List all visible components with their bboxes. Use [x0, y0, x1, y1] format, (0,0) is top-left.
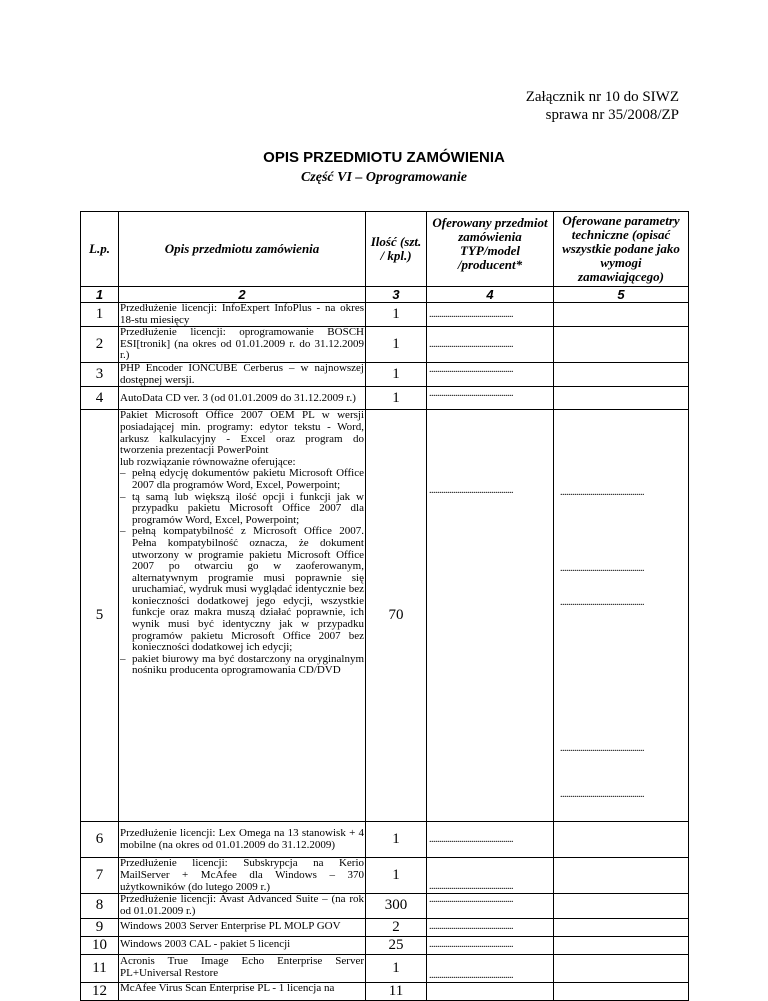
- col-header-params: Oferowane parametry techniczne (opisać wszystkie podane jako wymogi zamawiającego): [554, 212, 689, 287]
- row-params: [554, 858, 689, 894]
- desc-intro: Pakiet Microsoft Office 2007 OEM PL w wersji posiadającej min. programy: edytor tekstu - Word, arkusz kalkulacyjny - Excel oraz program do tworzenia prezentacji PowerPoint: [120, 409, 364, 457]
- row-qty: 1: [366, 363, 427, 387]
- document-subtitle: Część VI – Oprogramowanie: [300, 170, 468, 185]
- col-number: 2: [119, 287, 366, 303]
- row-params: [554, 982, 689, 1000]
- param-dots: ..........................................: [560, 743, 644, 755]
- row-lp: 10: [81, 936, 119, 954]
- column-number-row: [81, 287, 689, 303]
- row-params: [554, 387, 689, 410]
- row-lp: 3: [81, 363, 119, 387]
- row-offered-dots: ..........................................: [427, 387, 554, 410]
- row-offered-dots: ..........................................: [427, 327, 554, 363]
- col-header-qty: Ilość (szt. / kpl.): [366, 212, 427, 287]
- list-item: – pełną edycję dokumentów pakietu Microsoft Office 2007 dla programów Word, Excel, Powerpoint;: [132, 468, 364, 491]
- table-header-row: [81, 212, 689, 287]
- row-qty: 1: [366, 387, 427, 410]
- row-offered-dots: ..........................................: [427, 303, 554, 327]
- row-lp: 7: [81, 858, 119, 894]
- col-number: 4: [427, 287, 554, 303]
- table-row: [81, 822, 689, 858]
- row-description: AutoData CD ver. 3 (od 01.01.2009 do 31.12.2009 r.): [119, 387, 366, 410]
- row-qty: 25: [366, 936, 427, 954]
- table-row: [81, 410, 689, 822]
- row-description: Przedłużenie licencji: oprogramowanie BOSCH ESI[tronik] (na okres od 01.01.2009 r. do 31.12.2009 r.): [120, 326, 364, 362]
- row-qty: 1: [366, 858, 427, 894]
- case-number: sprawa nr 35/2008/ZP: [545, 107, 679, 123]
- row-params: [554, 822, 689, 858]
- param-dots: ..........................................: [560, 597, 644, 609]
- row-offered-dots: ..........................................: [427, 858, 554, 894]
- row-qty: 70: [366, 410, 427, 822]
- row-params: [554, 954, 689, 982]
- list-item: – pakiet biurowy ma być dostarczony na oryginalnym nośniku producenta oprogramowania CD/DVD: [132, 654, 364, 677]
- row-params: [554, 894, 689, 918]
- param-dots: ..........................................: [560, 789, 644, 801]
- document-title: OPIS PRZEDMIOTU ZAMÓWIENIA: [263, 149, 505, 166]
- row-description: Przedłużenie licencji: InfoExpert InfoPlus - na okres 18-stu miesięcy: [120, 302, 364, 326]
- col-number: 1: [81, 287, 119, 303]
- row-params: [554, 363, 689, 387]
- col-header-lp: L.p.: [81, 212, 119, 287]
- row-description: [119, 410, 366, 822]
- param-dots: ..........................................: [560, 487, 644, 499]
- table-row: [81, 894, 689, 918]
- row-params: [554, 303, 689, 327]
- table-row: [81, 303, 689, 327]
- row-lp: 2: [81, 327, 119, 363]
- param-dots: ..........................................: [560, 563, 644, 575]
- table-row: [81, 954, 689, 982]
- list-item: – pełną kompatybilność z Microsoft Office 2007. Pełna kompatybilność oznacza, że dokument utworzony w programie pakietu Microsoft Office 2007 po otwarciu go w zaoferowanym, alternatywnym programie musi poprawnie się uruchamiać, wydruk musi wyglądać identycznie bez konieczności dodatkowej jego edycji, wszystkie funkcje oraz makra muszą działać poprawnie, ich wynik musi być identyczny jak w przypadku programów pakietu Microsoft Office 2007 bez konieczności dodatkowej ich edycji;: [132, 526, 364, 654]
- table-row: [81, 363, 689, 387]
- row-params: [554, 936, 689, 954]
- row-qty: 1: [366, 327, 427, 363]
- row-lp: 1: [81, 303, 119, 327]
- row-params: [554, 410, 689, 822]
- desc-alternative: lub rozwiązanie równoważne oferujące:: [120, 455, 296, 468]
- row-lp: 6: [81, 822, 119, 858]
- col-number: 3: [366, 287, 427, 303]
- row-offered: [427, 982, 554, 1000]
- row-qty: 1: [366, 303, 427, 327]
- row-qty: 1: [366, 822, 427, 858]
- col-number: 5: [554, 287, 689, 303]
- list-item: – tą samą lub większą ilość opcji i funkcji jak w przypadku pakietu Microsoft Office 2007 dla programów Word, Excel, Powerpoint;: [132, 492, 364, 527]
- requirements-list: [120, 468, 364, 677]
- row-offered-dots: ..........................................: [427, 918, 554, 936]
- row-description: Przedłużenie licencji: Avast Advanced Suite – (na rok od 01.01.2009 r.): [120, 893, 364, 917]
- row-offered-dots: ..........................................: [427, 363, 554, 387]
- document-header: [526, 88, 679, 124]
- row-description: Przedłużenie licencji: Subskrypcja na Kerio MailServer + McAfee dla Windows – 370 użytkowników (do lutego 2009 r.): [120, 857, 364, 893]
- row-description: McAfee Virus Scan Enterprise PL - 1 licencja na: [119, 982, 366, 1000]
- row-offered-dots: ..........................................: [427, 936, 554, 954]
- row-description: Windows 2003 Server Enterprise PL MOLP GOV: [119, 918, 366, 936]
- row-qty: 11: [366, 982, 427, 1000]
- row-qty: 2: [366, 918, 427, 936]
- row-qty: 1: [366, 954, 427, 982]
- row-lp: 4: [81, 387, 119, 410]
- table-row: [81, 858, 689, 894]
- col-header-desc: Opis przedmiotu zamówienia: [119, 212, 366, 287]
- row-offered-dots: ..........................................: [427, 822, 554, 858]
- table-row: [81, 936, 689, 954]
- row-description: PHP Encoder IONCUBE Cerberus – w najnowszej dostępnej wersji.: [120, 362, 364, 386]
- row-description: Acronis True Image Echo Enterprise Server PL+Universal Restore: [119, 954, 366, 982]
- row-description: Przedłużenie licencji: Lex Omega na 13 stanowisk + 4 mobilne (na okres od 01.01.2009 do 31.12.2009): [119, 822, 366, 858]
- col-header-offered: Oferowany przedmiot zamówienia TYP/model /producent*: [427, 212, 554, 287]
- row-offered-dots: ..........................................: [427, 410, 554, 822]
- row-offered-dots: ..........................................: [427, 954, 554, 982]
- table-row: [81, 982, 689, 1000]
- annex-label: Załącznik nr 10 do SIWZ: [525, 89, 679, 105]
- row-lp: 9: [81, 918, 119, 936]
- table-row: [81, 918, 689, 936]
- row-params: [554, 918, 689, 936]
- row-offered-dots: ..........................................: [427, 894, 554, 918]
- table-row: [81, 387, 689, 410]
- row-lp: 5: [81, 410, 119, 822]
- row-lp: 11: [81, 954, 119, 982]
- table-row: [81, 327, 689, 363]
- order-table: [80, 211, 689, 1001]
- row-lp: 12: [81, 982, 119, 1000]
- row-description: Windows 2003 CAL - pakiet 5 licencji: [119, 936, 366, 954]
- row-params: [554, 327, 689, 363]
- row-lp: 8: [81, 894, 119, 918]
- row-qty: 300: [366, 894, 427, 918]
